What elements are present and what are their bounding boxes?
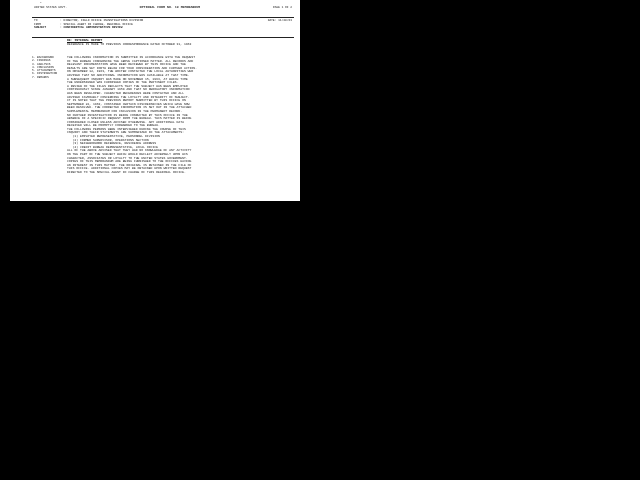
body-line: COPIES OF THIS MEMORANDUM ARE BEING FURNISHED TO THE OFFICES HAVING	[67, 159, 192, 164]
body-line: CHARACTER, ASSOCIATES OR LOYALTY TO THE UNITED STATES GOVERNMENT.	[67, 155, 188, 160]
margin-note: 1. BACKGROUND	[32, 56, 54, 59]
body-line: HAS BEEN DEVELOPED. CHARACTER REFERENCES WERE CONTACTED AND ALL	[67, 90, 184, 95]
meta-value: : DIRECTOR, FIELD OFFICE INVESTIGATIONS DIVISION	[60, 19, 144, 22]
body-line: THE FOLLOWING INFORMATION IS SUBMITTED IN ACCORDANCE WITH THE REQUEST	[67, 55, 196, 59]
body-line: (4) CREDIT BUREAU REPRESENTATIVE, LOCAL OFFICE	[67, 144, 158, 149]
stamp-mark: *	[40, 2, 42, 5]
body-line: ALL OF THE ABOVE ADVISED THAT THEY HAD NO KNOWLEDGE OF ANY ACTIVITY	[67, 148, 192, 153]
margin-note: 6. DISTRIBUTION	[32, 72, 58, 76]
scanned-document-page	[10, 0, 300, 201]
body-line: CONTINUOUSLY SINCE JANUARY 1959 AND THAT NO DEROGATORY INFORMATION	[67, 87, 190, 92]
body-line: ADVISED FAVORABLY CONCERNING THE LOYALTY AND INTEGRITY OF SUBJECT.	[67, 94, 190, 99]
margin-note: 4. CONCLUSION	[32, 65, 54, 69]
body-line: (3) NEIGHBORHOOD REFERENCE, RESIDENCE ADDRESS	[67, 141, 157, 146]
body-line: BEEN RESOLVED. THE CORRECTED INFORMATION IS SET OUT IN THE ATTACHED	[67, 105, 192, 110]
body-line: CONSIDERED CLOSED UNLESS ADVISED OTHERWISE. ANY ADDITIONAL DATA	[67, 119, 184, 124]
body-line: A SUBSEQUENT INQUIRY WAS MADE ON NOVEMBER 15, 1963, AT WHICH TIME	[67, 76, 188, 81]
body-line: RELEVANT DOCUMENTATION HAVE BEEN REVIEWED BY THIS OFFICE AND THE	[67, 62, 186, 67]
meta-date: DATE: 11/20/63	[267, 19, 292, 22]
body-line: SEPTEMBER 22, 1963, CONTAINED CERTAIN DISCREPANCIES WHICH HAVE NOW	[67, 101, 190, 106]
body-line: IT IS NOTED THAT THE PREVIOUS REPORT SUBMITTED BY THIS OFFICE ON	[67, 98, 186, 103]
subject-line: RE: INTERNAL REPORT	[67, 38, 103, 42]
header-divider	[32, 17, 294, 18]
meta-label: TO	[34, 19, 38, 22]
body-line: (2) FORMER SUPERVISOR, OPERATIONS SECTION	[67, 137, 149, 142]
body-line: ADVISED THAT NO ADDITIONAL INFORMATION WAS AVAILABLE AT THAT TIME.	[67, 72, 190, 77]
body-line: OF THE BUREAU CONCERNING THE ABOVE CAPTIONED MATTER. ALL RECORDS AND	[67, 58, 194, 63]
header-left-text: UNITED STATES GOVT.	[34, 6, 67, 9]
body-line: THIS OFFICE. ADDITIONAL COPIES MAY BE OBTAINED UPON WRITTEN REQUEST	[67, 166, 192, 171]
body-line: SUPPLEMENTAL MEMORANDUM FOR INCLUSION IN THE PERMANENT RECORD.	[67, 108, 183, 113]
meta-value: : CONFIDENTIAL ADMINISTRATIVE REVIEW	[60, 26, 123, 29]
subject-block	[67, 39, 295, 46]
page-number: PAGE 1 OF 2	[272, 6, 292, 9]
margin-note: 7. REMARKS	[32, 75, 49, 79]
body-line: DIRECTED TO THE SPECIAL AGENT IN CHARGE OF THIS REGIONAL OFFICE.	[67, 170, 186, 174]
body-line: ON NOVEMBER 12, 1963, THE WRITER CONTACTED THE LOCAL AUTHORITIES WHO	[67, 69, 194, 74]
body-line: RESULTS ARE SET FORTH BELOW FOR YOUR CONSIDERATION AND FURTHER ACTION.	[67, 65, 197, 70]
body-line: A REVIEW OF THE FILES REFLECTS THAT THE SUBJECT HAS BEEN EMPLOYED	[67, 83, 188, 88]
body-line: ON THE PART OF THE SUBJECT WHICH WOULD REFLECT ADVERSELY UPON HIS	[67, 152, 188, 157]
body-line: INQUIRY AND THEIR STATEMENTS ARE SUMMARIZED IN THE ATTACHMENTS:	[67, 130, 184, 135]
margin-note: 3. ANALYSIS	[32, 62, 51, 66]
meta-date	[232, 26, 292, 30]
meta-label: SUBJECT	[34, 26, 47, 29]
margin-note: 2. FINDINGS	[32, 59, 51, 63]
meta-label: FROM	[34, 22, 41, 26]
body-line: AN INTEREST IN THIS MATTER. THE ORIGINAL IS RETAINED IN THE FILE OF	[67, 162, 192, 167]
body-line: ABSENCE OF A SPECIFIC REQUEST FROM THE BUREAU. THIS MATTER IS BEING	[67, 116, 192, 121]
document-body	[67, 56, 293, 175]
body-line: NO FURTHER INVESTIGATION IS BEING CONDUCTED BY THIS OFFICE IN THE	[67, 112, 188, 117]
body-line: RECEIVED WILL BE PROMPTLY FORWARDED TO THE BUREAU.	[67, 123, 160, 128]
body-line: (1) EMPLOYER REPRESENTATIVE, PERSONNEL DIVISION	[67, 134, 160, 139]
page-title: OPTIONAL FORM NO. 10 MEMORANDUM	[139, 5, 201, 9]
reference-line: REFERENCE IS MADE TO PREVIOUS CORRESPONDENCE DATED OCTOBER 31, 1963	[67, 41, 192, 46]
memo-meta-block	[34, 19, 292, 30]
body-line: THE FOLLOWING PERSONS WERE INTERVIEWED DURING THE COURSE OF THIS	[67, 126, 186, 131]
margin-notes	[32, 56, 64, 79]
body-line: THE UNDERSIGNED WAS FURNISHED COPIES OF THE PERTINENT FILES.	[67, 80, 179, 85]
meta-value: : SPECIAL AGENT IN CHARGE, REGIONAL OFFICE	[60, 22, 133, 26]
document-header	[34, 6, 292, 10]
meta-row	[34, 26, 292, 30]
margin-note: 5. ATTACHMENTS	[32, 69, 56, 73]
